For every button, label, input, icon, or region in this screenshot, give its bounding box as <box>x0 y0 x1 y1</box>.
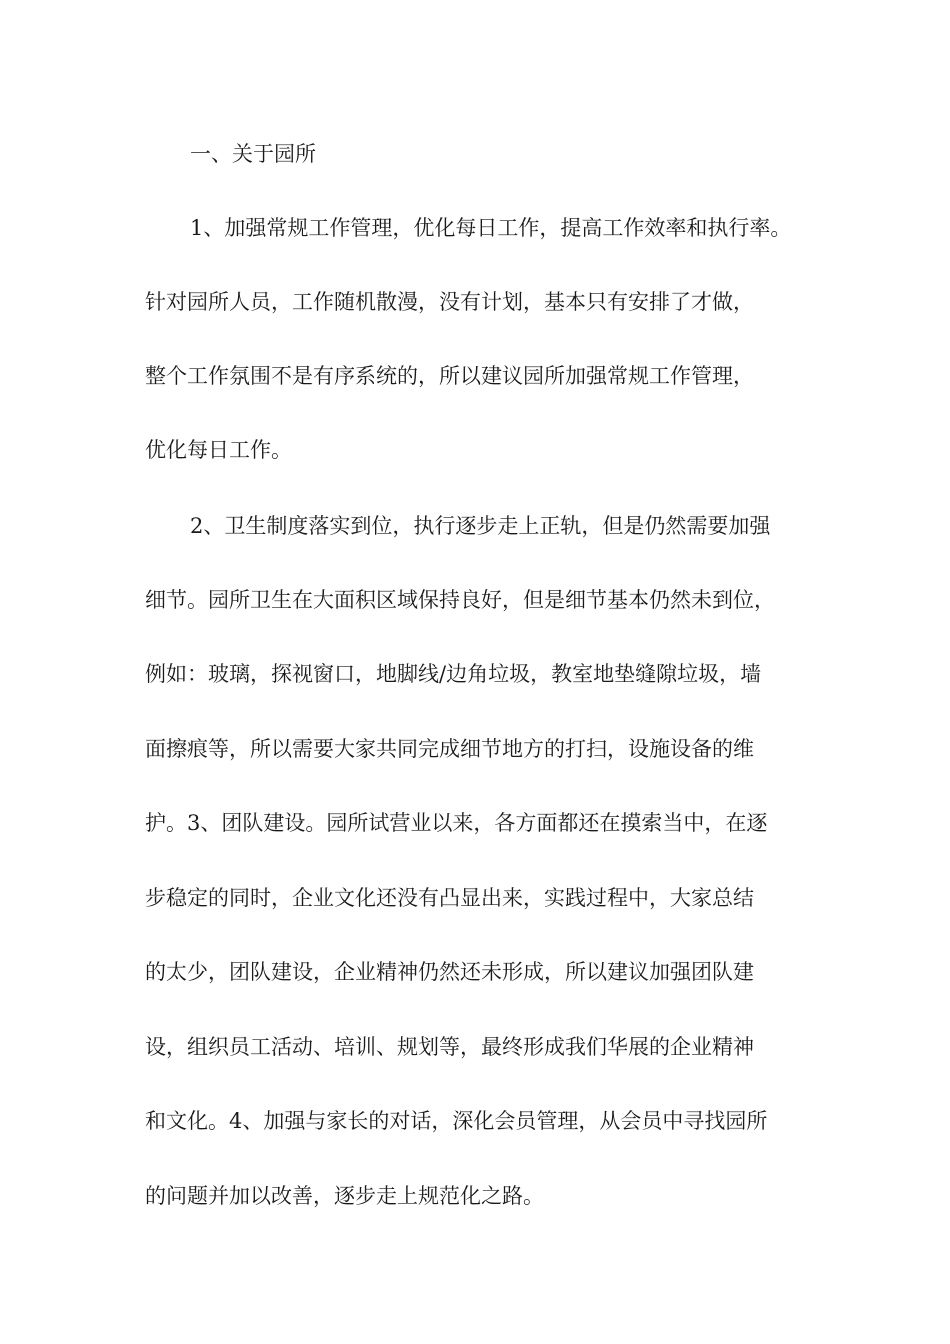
paragraph-line: 的太少，团队建设，企业精神仍然还未形成，所以建议加强团队建 <box>145 960 754 984</box>
paragraph-line: 针对园所人员，工作随机散漫，没有计划，基本只有安排了才做， <box>145 290 754 314</box>
paragraph-line: 2、卫生制度落实到位，执行逐步走上正轨，但是仍然需要加强 <box>190 514 771 538</box>
paragraph-line: 1、加强常规工作管理，优化每日工作，提高工作效率和执行率。 <box>190 216 792 240</box>
paragraph-line: 例如：玻璃，探视窗口，地脚线/边角垃圾，教室地垫缝隙垃圾，墙 <box>145 662 762 686</box>
paragraph-line: 和文化。4、加强与家长的对话，深化会员管理，从会员中寻找园所 <box>145 1109 768 1133</box>
paragraph-line: 的问题并加以改善，逐步走上规范化之路。 <box>145 1184 544 1208</box>
paragraph-line: 细节。园所卫生在大面积区域保持良好，但是细节基本仍然未到位， <box>145 588 775 612</box>
section-heading: 一、关于园所 <box>190 142 316 166</box>
paragraph-line: 步稳定的同时，企业文化还没有凸显出来，实践过程中，大家总结 <box>145 886 754 910</box>
paragraph-line: 整个工作氛围不是有序系统的，所以建议园所加强常规工作管理， <box>145 364 754 388</box>
paragraph-line: 护。3、团队建设。园所试营业以来，各方面都还在摸索当中，在逐 <box>145 811 768 835</box>
paragraph-line: 面擦痕等，所以需要大家共同完成细节地方的打扫，设施设备的维 <box>145 737 754 761</box>
paragraph-line: 设，组织员工活动、培训、规划等，最终形成我们华展的企业精神 <box>145 1035 754 1059</box>
paragraph-line: 优化每日工作。 <box>145 438 292 462</box>
